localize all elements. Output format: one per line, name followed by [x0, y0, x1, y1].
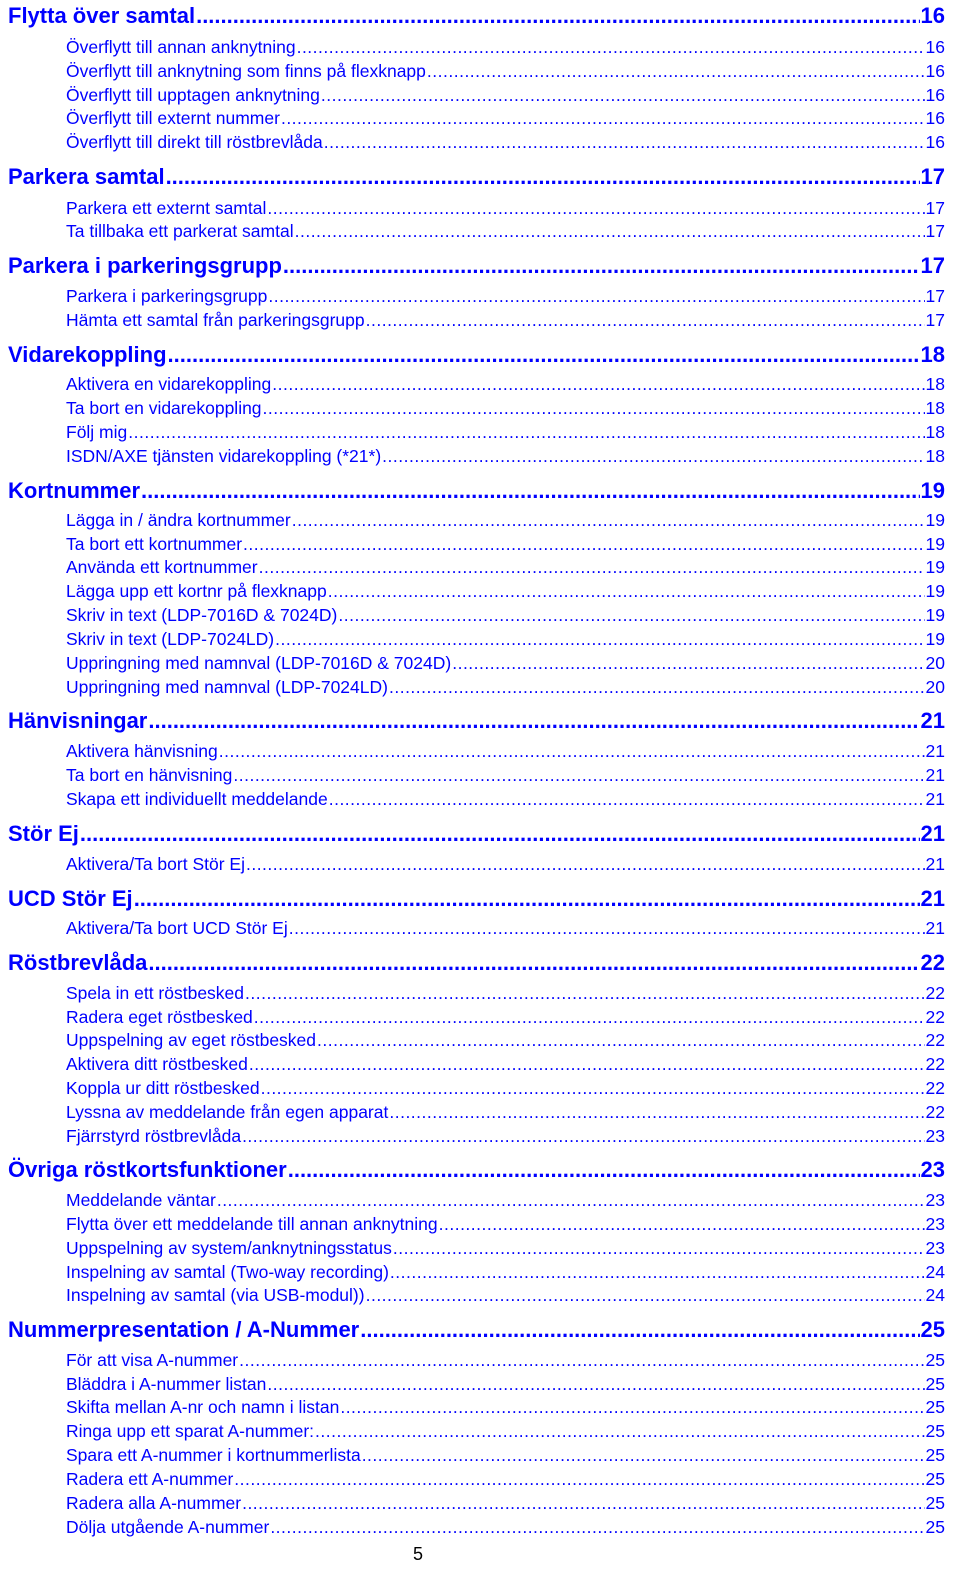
- toc-entry-page: 25: [925, 1445, 945, 1465]
- toc-entry-page: 22: [925, 1007, 945, 1027]
- toc-entry-title: Meddelande väntar: [66, 1190, 216, 1210]
- toc-entry-title: ISDN/AXE tjänsten vidarekoppling (*21*): [66, 446, 382, 466]
- toc-entry[interactable]: [66, 1421, 945, 1442]
- toc-entry-title: Skriv in text (LDP-7024LD): [66, 629, 275, 649]
- toc-entry-title: Överflytt till anknytning som finns på flexknapp: [66, 61, 426, 81]
- toc-entry-title: Aktivera/Ta bort Stör Ej: [66, 854, 245, 874]
- dot-leader: [148, 950, 919, 976]
- toc-entry-page: 22: [925, 983, 945, 1003]
- dot-leader: [362, 1445, 925, 1466]
- toc-entry-page: 18: [925, 374, 945, 394]
- toc-entry-page: 25: [925, 1397, 945, 1417]
- toc-entry-page: 16: [920, 3, 945, 28]
- toc-entry-title: Flytta över ett meddelande till annan anknytning: [66, 1214, 438, 1234]
- dot-leader: [148, 708, 919, 734]
- toc-section-heading[interactable]: [8, 3, 945, 29]
- toc-entry-title: Ringa upp ett sparat A-nummer:: [66, 1421, 315, 1441]
- dot-leader: [141, 478, 920, 504]
- toc-section-heading[interactable]: [8, 164, 945, 190]
- toc-entry-title: Aktivera hänvisning: [66, 741, 218, 761]
- dot-leader: [267, 1374, 924, 1395]
- dot-leader: [245, 983, 925, 1004]
- toc-entry[interactable]: [66, 581, 945, 602]
- toc-entry-page: 22: [925, 1078, 945, 1098]
- toc-entry[interactable]: [66, 1285, 945, 1306]
- dot-leader: [366, 1285, 925, 1306]
- toc-entry-title: Använda ett kortnummer: [66, 557, 258, 577]
- toc-entry[interactable]: [66, 629, 945, 650]
- toc-entry[interactable]: [66, 1054, 945, 1075]
- dot-leader: [246, 854, 925, 875]
- toc-entry-title: Koppla ur ditt röstbesked: [66, 1078, 260, 1098]
- toc-entry-page: 18: [925, 398, 945, 418]
- toc-entry-title: Vidarekoppling: [8, 342, 167, 367]
- toc-entry-page: 25: [925, 1493, 945, 1513]
- toc-entry-title: Spela in ett röstbesked: [66, 983, 245, 1003]
- toc-entry-page: 21: [920, 821, 945, 846]
- toc-entry[interactable]: [66, 765, 945, 786]
- toc-entry-page: 22: [925, 1054, 945, 1074]
- dot-leader: [439, 1214, 925, 1235]
- toc-entry-title: Parkera samtal: [8, 164, 165, 189]
- toc-entry-title: Inspelning av samtal (via USB-modul)): [66, 1285, 365, 1305]
- toc-entry-title: Hänvisningar: [8, 708, 148, 733]
- toc-entry-page: 19: [925, 534, 945, 554]
- toc-entry-title: Uppringning med namnval (LDP-7016D & 7024D): [66, 653, 452, 673]
- toc-entry[interactable]: [66, 1262, 945, 1283]
- toc-entry-page: 19: [925, 557, 945, 577]
- toc-section-heading[interactable]: [8, 708, 945, 734]
- dot-leader: [233, 765, 924, 786]
- dot-leader: [254, 1007, 925, 1028]
- toc-entry-title: Ta bort en hänvisning: [66, 765, 233, 785]
- toc-entry-title: Övriga röstkortsfunktioner: [8, 1157, 287, 1182]
- toc-entry-page: 19: [920, 478, 945, 503]
- dot-leader: [80, 821, 920, 847]
- toc-entry-title: Uppringning med namnval (LDP-7024LD): [66, 677, 388, 697]
- toc-entry[interactable]: [66, 557, 945, 578]
- toc-entry-page: 17: [920, 253, 945, 278]
- dot-leader: [338, 605, 924, 626]
- toc-entry-title: Radera ett A-nummer: [66, 1469, 234, 1489]
- dot-leader: [360, 1317, 919, 1343]
- toc-entry-page: 17: [920, 164, 945, 189]
- toc-entry-title: Uppspelning av eget röstbesked: [66, 1030, 317, 1050]
- toc-entry-page: 21: [925, 918, 945, 938]
- toc-entry-page: 20: [925, 653, 945, 673]
- dot-leader: [267, 198, 924, 219]
- toc-entry-page: 18: [925, 446, 945, 466]
- toc-entry-title: Överflytt till annan anknytning: [66, 37, 296, 57]
- toc-entry[interactable]: [66, 1493, 945, 1514]
- dot-leader: [292, 510, 925, 531]
- toc-entry-title: Aktivera/Ta bort UCD Stör Ej: [66, 918, 288, 938]
- page-number: 5: [412, 1544, 423, 1564]
- dot-leader: [128, 422, 924, 443]
- dot-leader: [249, 1054, 925, 1075]
- dot-leader: [389, 1102, 924, 1123]
- toc-entry-title: Skapa ett individuellt meddelande: [66, 789, 328, 809]
- toc-entry[interactable]: [66, 1102, 945, 1123]
- dot-leader: [272, 374, 924, 395]
- toc-entry-page: 21: [925, 789, 945, 809]
- toc-entry[interactable]: [66, 983, 945, 1004]
- dot-leader: [289, 918, 925, 939]
- dot-leader: [315, 1421, 924, 1442]
- dot-leader: [134, 886, 920, 912]
- toc-entry-title: Parkera i parkeringsgrupp: [66, 286, 268, 306]
- toc-entry[interactable]: [66, 918, 945, 939]
- dot-leader: [321, 85, 925, 106]
- dot-leader: [340, 1397, 924, 1418]
- toc-entry-page: 17: [925, 221, 945, 241]
- toc-entry[interactable]: [66, 198, 945, 219]
- toc-entry-page: 22: [925, 1030, 945, 1050]
- toc-entry-title: Uppspelning av system/anknytningsstatus: [66, 1238, 392, 1258]
- dot-leader: [243, 534, 924, 555]
- toc-entry[interactable]: [66, 37, 945, 58]
- toc-entry-title: För att visa A-nummer: [66, 1350, 239, 1370]
- dot-leader: [295, 221, 925, 242]
- toc-entry-title: Följ mig: [66, 422, 128, 442]
- toc-entry-title: Ta bort en vidarekoppling: [66, 398, 262, 418]
- toc-entry-title: Överflytt till direkt till röstbrevlåda: [66, 132, 323, 152]
- toc-entry-page: 23: [925, 1190, 945, 1210]
- toc-entry[interactable]: [66, 310, 945, 331]
- toc-entry-page: 16: [925, 37, 945, 57]
- toc-entry-page: 18: [920, 342, 945, 367]
- dot-leader: [275, 629, 924, 650]
- toc-section-heading[interactable]: [8, 886, 945, 912]
- toc-entry-page: 19: [925, 605, 945, 625]
- toc-entry[interactable]: [66, 398, 945, 419]
- toc-entry-page: 16: [925, 61, 945, 81]
- dot-leader: [329, 789, 925, 810]
- toc-entry-page: 25: [925, 1421, 945, 1441]
- toc-entry-page: 23: [925, 1126, 945, 1146]
- toc-entry[interactable]: [66, 1469, 945, 1490]
- toc-entry-title: Aktivera en vidarekoppling: [66, 374, 272, 394]
- toc-entry-title: UCD Stör Ej: [8, 886, 133, 911]
- toc-entry[interactable]: [66, 446, 945, 467]
- toc-entry-page: 19: [925, 510, 945, 530]
- toc-entry-page: 25: [925, 1374, 945, 1394]
- toc-entry-page: 21: [925, 765, 945, 785]
- toc-entry[interactable]: [66, 854, 945, 875]
- toc-entry-page: 25: [925, 1469, 945, 1489]
- toc-entry[interactable]: [66, 1190, 945, 1211]
- toc-entry-title: Skriv in text (LDP-7016D & 7024D): [66, 605, 338, 625]
- toc-entry-title: Hämta ett samtal från parkeringsgrupp: [66, 310, 365, 330]
- toc-entry[interactable]: [66, 510, 945, 531]
- dot-leader: [328, 581, 925, 602]
- toc-entry-title: Radera eget röstbesked: [66, 1007, 253, 1027]
- toc-entry-page: 22: [925, 1102, 945, 1122]
- toc-entry-page: 21: [925, 854, 945, 874]
- toc-entry[interactable]: [66, 132, 945, 153]
- toc-entry-title: Parkera ett externt samtal: [66, 198, 267, 218]
- dot-leader: [393, 1238, 925, 1259]
- toc-entry-title: Nummerpresentation / A-Nummer: [8, 1317, 360, 1342]
- toc-entry[interactable]: [66, 1078, 945, 1099]
- toc-entry-page: 24: [925, 1285, 945, 1305]
- toc-section-heading[interactable]: [8, 253, 945, 279]
- toc-entry[interactable]: [66, 61, 945, 82]
- toc-section-heading[interactable]: [8, 478, 945, 504]
- dot-leader: [242, 1493, 924, 1514]
- dot-leader: [168, 342, 920, 368]
- dot-leader: [263, 398, 925, 419]
- toc-entry[interactable]: [66, 1238, 945, 1259]
- toc-entry[interactable]: [66, 1030, 945, 1051]
- toc-entry[interactable]: [66, 286, 945, 307]
- dot-leader: [452, 653, 924, 674]
- dot-leader: [366, 310, 925, 331]
- dot-leader: [317, 1030, 925, 1051]
- toc-entry[interactable]: [66, 1007, 945, 1028]
- toc-entry-title: Ta bort ett kortnummer: [66, 534, 243, 554]
- toc-entry-page: 21: [920, 886, 945, 911]
- toc-entry-title: Skifta mellan A-nr och namn i listan: [66, 1397, 340, 1417]
- toc-section-heading[interactable]: [8, 1157, 945, 1183]
- toc-entry[interactable]: [66, 605, 945, 626]
- toc-entry-page: 21: [925, 741, 945, 761]
- dot-leader: [217, 1190, 925, 1211]
- toc-entry-page: 19: [925, 629, 945, 649]
- toc-entry-page: 18: [925, 422, 945, 442]
- toc-entry-page: 20: [925, 677, 945, 697]
- toc-entry-title: Ta tillbaka ett parkerat samtal: [66, 221, 294, 241]
- dot-leader: [166, 164, 920, 190]
- toc-entry[interactable]: [66, 789, 945, 810]
- toc-entry-title: Parkera i parkeringsgrupp: [8, 253, 282, 278]
- toc-entry[interactable]: [66, 1445, 945, 1466]
- dot-leader: [268, 286, 924, 307]
- toc-entry[interactable]: [66, 1397, 945, 1418]
- dot-leader: [239, 1350, 924, 1371]
- toc-entry-title: Flytta över samtal: [8, 3, 196, 28]
- toc-entry[interactable]: [66, 534, 945, 555]
- toc-entry-page: 23: [925, 1238, 945, 1258]
- dot-leader: [242, 1126, 924, 1147]
- dot-leader: [196, 3, 919, 29]
- toc-entry-page: 25: [925, 1517, 945, 1537]
- toc-section-heading[interactable]: [8, 950, 945, 976]
- toc-section-heading[interactable]: [8, 821, 945, 847]
- toc-entry-page: 17: [925, 198, 945, 218]
- toc-entry[interactable]: [66, 1214, 945, 1235]
- toc-entry[interactable]: [66, 677, 945, 698]
- dot-leader: [382, 446, 924, 467]
- toc-entry-page: 17: [925, 286, 945, 306]
- toc-entry-title: Röstbrevlåda: [8, 950, 148, 975]
- toc-entry-title: Lägga in / ändra kortnummer: [66, 510, 291, 530]
- toc-entry-title: Lyssna av meddelande från egen apparat: [66, 1102, 389, 1122]
- toc-section-heading[interactable]: [8, 1317, 945, 1343]
- toc-section-heading[interactable]: [8, 342, 945, 368]
- toc-entry-page: 23: [925, 1214, 945, 1234]
- toc-entry-title: Inspelning av samtal (Two-way recording): [66, 1262, 389, 1282]
- dot-leader: [270, 1517, 924, 1538]
- toc-entry[interactable]: [66, 1350, 945, 1371]
- dot-leader: [324, 132, 925, 153]
- toc-entry[interactable]: [66, 422, 945, 443]
- toc-entry-page: 25: [925, 1350, 945, 1370]
- toc-entry-title: Lägga upp ett kortnr på flexknapp: [66, 581, 327, 601]
- toc-entry-title: Radera alla A-nummer: [66, 1493, 242, 1513]
- toc-entry-title: Bläddra i A-nummer listan: [66, 1374, 267, 1394]
- toc-entry-title: Överflytt till externt nummer: [66, 108, 280, 128]
- dot-leader: [219, 741, 925, 762]
- dot-leader: [259, 557, 925, 578]
- toc-entry[interactable]: [66, 1374, 945, 1395]
- dot-leader: [427, 61, 925, 82]
- toc-entry-page: 19: [925, 581, 945, 601]
- toc-entry[interactable]: [66, 374, 945, 395]
- dot-leader: [281, 108, 925, 129]
- toc-entry-title: Stör Ej: [8, 821, 79, 846]
- toc-entry-page: 16: [925, 85, 945, 105]
- toc-entry[interactable]: [66, 108, 945, 129]
- toc-entry-title: Spara ett A-nummer i kortnummerlista: [66, 1445, 361, 1465]
- toc-entry-page: 16: [925, 108, 945, 128]
- toc-entry-title: Dölja utgående A-nummer: [66, 1517, 270, 1537]
- toc-entry-title: Överflytt till upptagen anknytning: [66, 85, 320, 105]
- toc-entry-page: 24: [925, 1262, 945, 1282]
- dot-leader: [261, 1078, 925, 1099]
- toc-entry-title: Kortnummer: [8, 478, 141, 503]
- toc-entry-title: Fjärrstyrd röstbrevlåda: [66, 1126, 242, 1146]
- toc-entry-title: Aktivera ditt röstbesked: [66, 1054, 248, 1074]
- dot-leader: [390, 1262, 925, 1283]
- toc-entry-page: 25: [920, 1317, 945, 1342]
- toc-entry-page: 21: [920, 708, 945, 733]
- dot-leader: [283, 253, 920, 279]
- toc-entry-page: 23: [920, 1157, 945, 1182]
- toc-entry[interactable]: [66, 221, 945, 242]
- toc-entry-page: 17: [925, 310, 945, 330]
- dot-leader: [288, 1157, 920, 1183]
- toc-entry[interactable]: [66, 741, 945, 762]
- dot-leader: [234, 1469, 924, 1490]
- toc-entry-page: 22: [920, 950, 945, 975]
- dot-leader: [297, 37, 925, 58]
- dot-leader: [389, 677, 925, 698]
- toc-entry[interactable]: [66, 653, 945, 674]
- toc-entry[interactable]: [66, 85, 945, 106]
- toc-entry[interactable]: [66, 1517, 945, 1538]
- toc-entry[interactable]: [66, 1126, 945, 1147]
- toc-entry-page: 16: [925, 132, 945, 152]
